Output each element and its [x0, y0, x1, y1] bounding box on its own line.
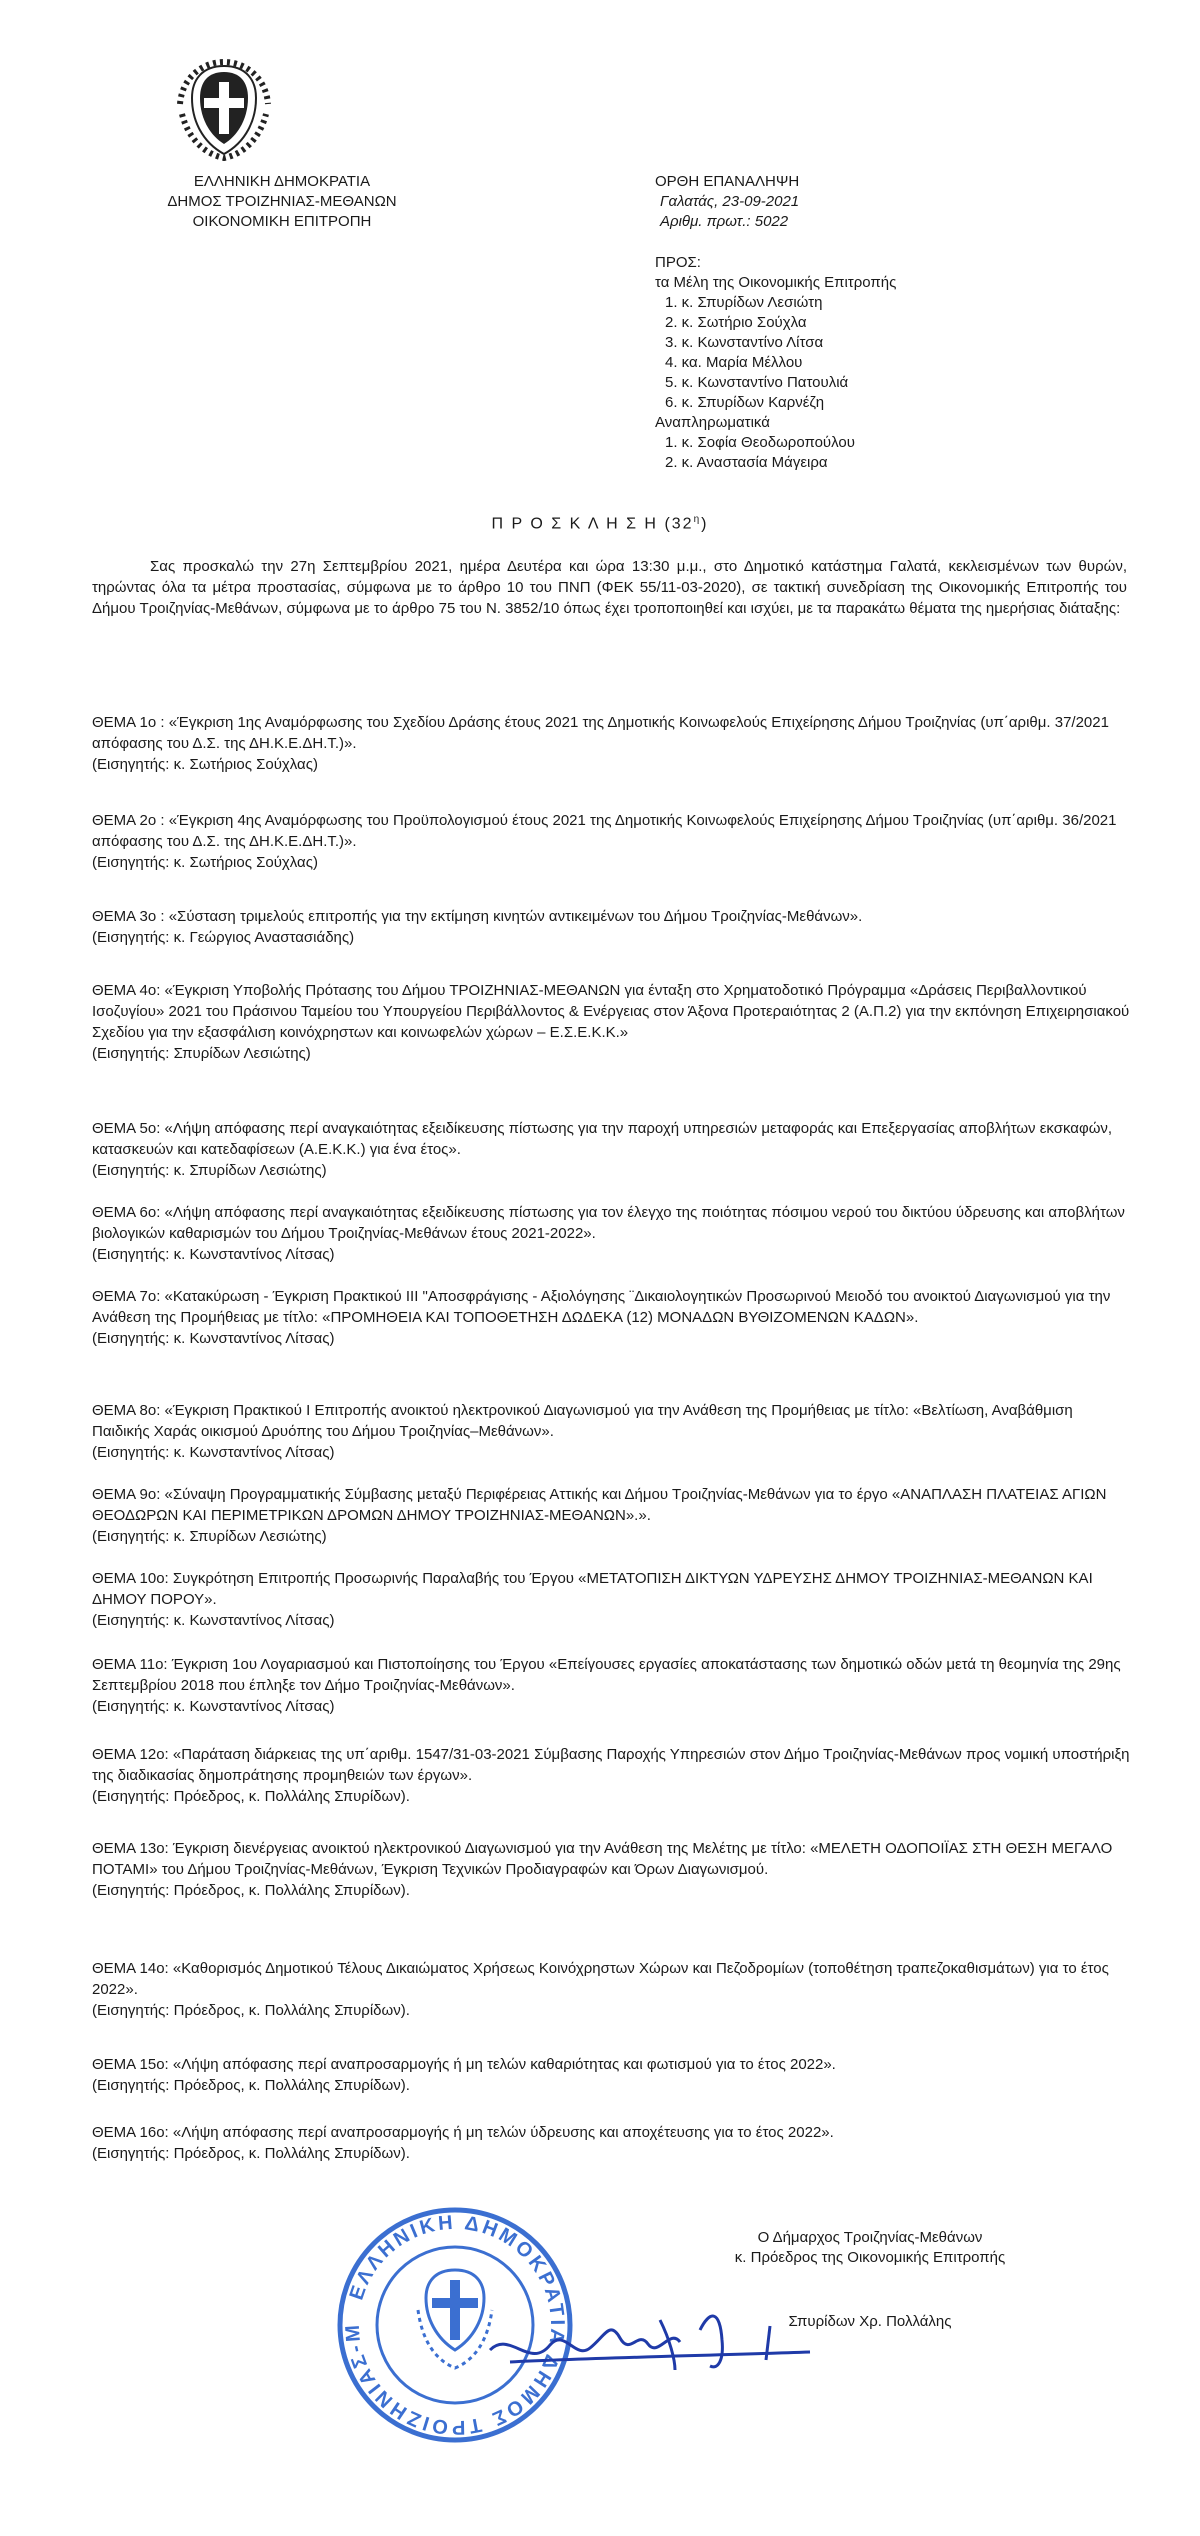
document-title: [0, 514, 1200, 533]
agenda-text: «Λήψη απόφασης περί αναπροσαρμογής ή μη τελών καθαριότητας και φωτισμού για το έτος 2022».: [172, 2056, 836, 2073]
to-label: ΠΡΟΣ:: [655, 254, 701, 271]
agenda-label: ΘΕΜΑ 7ο:: [92, 1288, 161, 1305]
agenda-rapporteur: (Εισηγητής: Πρόεδρος, κ. Πολλάλης Σπυρίδων).: [92, 2077, 410, 2094]
agenda-text: Συγκρότηση Επιτροπής Προσωρινής Παραλαβής του Έργου «ΜΕΤΑΤΟΠΙΣΗ ΔΙΚΤΥΩΝ ΥΔΡΕΥΣΗΣ ΔΗΜΟΥ ΤΡΟΙΖΗΝΙΑΣ-ΜΕΘΑΝΩΝ ΚΑΙ ΔΗΜΟΥ ΠΟΡΟΥ».: [92, 1570, 1093, 1608]
agenda-item-10: [92, 1568, 1132, 1631]
list-item: 5. κ. Κωνσταντίνο Πατουλιά: [665, 374, 849, 391]
agenda-rapporteur: (Εισηγητής: Σπυρίδων Λεσιώτης): [92, 1045, 311, 1062]
agenda-text: «Καθορισμός Δημοτικού Τέλους Δικαιώματος Χρήσεως Κοινόχρηστων Χώρων και Πεζοδρομίων (τοποθέτηση τραπεζοκαθισμάτων) για το έτος 2022».: [92, 1960, 1109, 1998]
agenda-item-4: [92, 980, 1132, 1064]
agenda-label: ΘΕΜΑ 16ο:: [92, 2124, 169, 2141]
agenda-label: ΘΕΜΑ 15ο:: [92, 2056, 169, 2073]
agenda-rapporteur: (Εισηγητής: κ. Σωτήριος Σούχλας): [92, 756, 318, 773]
svg-text:ΕΛΛΗΝΙΚΗ ΔΗΜΟΚΡΑΤΙΑ ΔΗΜΟΣ ΤΡΟΙ: ΕΛΛΗΝΙΚΗ ΔΗΜΟΚΡΑΤΙΑ ΔΗΜΟΣ ΤΡΟΙΖΗΝΙΑΣ-Μ: [341, 2211, 569, 2439]
agenda-text: «Σύναψη Προγραμματικής Σύμβασης μεταξύ Περιφέρειας Αττικής και Δήμου Τροιζηνίας-Μεθάνων για το έργο «ΑΝΑΠΛΑΣΗ ΠΛΑΤΕΙΑΣ ΑΓΙΩΝ ΘΕΟΔΩΡΩΝ ΚΑΙ ΠΕΡΙΜΕΤΡΙΚΩΝ ΔΡΟΜΩΝ ΔΗΜΟΥ ΤΡΟΙΖΗΝΙΑΣ-ΜΕΘΑΝΩΝ».».: [92, 1486, 1107, 1524]
list-item: 3. κ. Κωνσταντίνο Λίτσα: [665, 334, 824, 351]
issuer-header: [92, 172, 472, 232]
agenda-text: «Λήψη απόφασης περί αναγκαιότητας εξειδίκευσης πίστωσης για τον έλεγχο της ποιότητας πόσιμου νερού του δικτύου ύδρευσης και αποβλήτων βιολογικών καθαρισμών του Δήμου Τροιζηνίας-Μεθάνων έτους 2021-2022».: [92, 1204, 1125, 1242]
agenda-label: ΘΕΜΑ 12ο:: [92, 1746, 169, 1763]
members-list: [655, 293, 1155, 413]
agenda-label: ΘΕΜΑ 1ο :: [92, 714, 165, 731]
agenda-rapporteur: (Εισηγητής: κ. Κωνσταντίνος Λίτσας): [92, 1246, 335, 1263]
list-item: 1. κ. Σοφία Θεοδωροπούλου: [665, 434, 855, 451]
agenda-item-3: [92, 906, 1132, 948]
agenda-item-1: [92, 712, 1132, 775]
agenda-item-16: [92, 2122, 1132, 2164]
agenda-item-8: [92, 1400, 1132, 1463]
agenda-text: Έγκριση 1ου Λογαριασμού και Πιστοποίησης του Έργου «Επείγουσες εργασίες αποκατάστασης των δημοτικώ οδών μετά τη θεομηνία της 29ης Σεπτεμβρίου 2018 που έπληξε τον Δήμο Τροιζηνίας-Μεθάνων».: [92, 1656, 1121, 1694]
agenda-text: «Έγκριση Πρακτικού Ι Επιτροπής ανοικτού ηλεκτρονικού Διαγωνισμού για την Ανάθεση της Προμήθειας με τίτλο: «Βελτίωση, Αναβάθμιση Παιδικής Χαράς οικισμού Δρυόπης του Δήμου Τροιζηνίας–Μεθάνων».: [92, 1402, 1073, 1440]
list-item: 2. κ. Σωτήριο Σούχλα: [665, 314, 807, 331]
intro-paragraph: [92, 556, 1127, 619]
agenda-item-9: [92, 1484, 1132, 1547]
signatory-role-1: Ο Δήμαρχος Τροιζηνίας-Μεθάνων: [757, 2229, 983, 2246]
agenda-text: «Παράταση διάρκειας της υπ΄αριθμ. 1547/31-03-2021 Σύμβασης Παροχής Υπηρεσιών στον Δήμο Τροιζηνίας-Μεθάνων προς νομική υποστήριξη της διαδικασίας δημοπράτησης προμηθειών των έργων».: [92, 1746, 1130, 1784]
agenda-text: Έγκριση διενέργειας ανοικτού ηλεκτρονικού Διαγωνισμού για την Ανάθεση της Μελέτης με τίτλο: «ΜΕΛΕΤΗ ΟΔΟΠΟΙΪΑΣ ΣΤΗ ΘΕΣΗ ΜΕΓΑΛΟ ΠΟΤΑΜΙ» του Δήμου Τροιζηνίας-Μεθάνων, Έγκριση Τεχνικών Προδιαγραφών και Όρων Διαγωνισμού.: [92, 1840, 1113, 1878]
agenda-text: «Έγκριση Υποβολής Πρότασης του Δήμου ΤΡΟΙΖΗΝΙΑΣ-ΜΕΘΑΝΩΝ για ένταξη στο Χρηματοδοτικό Πρόγραμμα «Δράσεις Περιβαλλοντικού Ισοζυγίου» 2021 του Πράσινου Ταμείου του Υπουργείου Περιβάλλοντος & Ενέργειας στον Άξονα Προτεραιότητας 2 (Α.Π.2) για την εκπόνηση Επιχειρησιακού Σχεδίου για την εξασφάλιση κοινόχρηστων και κοινωφελών χώρων – Ε.Σ.Ε.Κ.Κ.»: [92, 982, 1130, 1041]
agenda-item-12: [92, 1744, 1132, 1807]
agenda-rapporteur: (Εισηγητής: κ. Γεώργιος Αναστασιάδης): [92, 929, 355, 946]
agenda-rapporteur: (Εισηγητής: Πρόεδρος, κ. Πολλάλης Σπυρίδων).: [92, 1882, 410, 1899]
agenda-label: ΘΕΜΑ 4ο:: [92, 982, 161, 999]
agenda-item-13: [92, 1838, 1132, 1901]
agenda-label: ΘΕΜΑ 8ο:: [92, 1402, 161, 1419]
agenda-item-5: [92, 1118, 1132, 1181]
agenda-label: ΘΕΜΑ 3ο :: [92, 908, 165, 925]
agenda-text: «Λήψη απόφασης περί αναπροσαρμογής ή μη τελών ύδρευσης και αποχέτευσης για το έτος 2022».: [172, 2124, 834, 2141]
title-number-end: ): [701, 515, 709, 533]
agenda-rapporteur: (Εισηγητής: Πρόεδρος, κ. Πολλάλης Σπυρίδων).: [92, 2145, 410, 2162]
agenda-label: ΘΕΜΑ 10ο:: [92, 1570, 169, 1587]
agenda-label: ΘΕΜΑ 2ο :: [92, 812, 165, 829]
agenda-label: ΘΕΜΑ 11ο:: [92, 1656, 168, 1673]
agenda-rapporteur: (Εισηγητής: κ. Σπυρίδων Λεσιώτης): [92, 1162, 327, 1179]
agenda-label: ΘΕΜΑ 9ο:: [92, 1486, 161, 1503]
issuer-line-1: ΕΛΛΗΝΙΚΗ ΔΗΜΟΚΡΑΤΙΑ: [193, 173, 371, 190]
issuer-line-2: ΔΗΜΟΣ ΤΡΟΙΖΗΝΙΑΣ-ΜΕΘΑΝΩΝ: [167, 193, 397, 210]
agenda-rapporteur: (Εισηγητής: κ. Σωτήριος Σούχλας): [92, 854, 318, 871]
agenda-item-11: [92, 1654, 1132, 1717]
list-item: 4. κα. Μαρία Μέλλου: [665, 354, 803, 371]
title-number: (32: [664, 515, 694, 533]
agenda-text: «Έγκριση 4ης Αναμόρφωσης του Προϋπολογισμού έτους 2021 της Δημοτικής Κοινωφελούς Επιχείρησης Δήμου Τροιζηνίας (υπ΄αριθμ. 36/2021 απόφασης του Δ.Σ. της ΔΗ.Κ.Ε.ΔΗ.Τ.)».: [92, 812, 1117, 850]
list-item: 2. κ. Αναστασία Μάγειρα: [665, 454, 828, 471]
recipient-header: [655, 172, 1155, 473]
to-line: τα Μέλη της Οικονομικής Επιτροπής: [655, 274, 897, 291]
agenda-rapporteur: (Εισηγητής: κ. Κωνσταντίνος Λίτσας): [92, 1612, 335, 1629]
title-text: Π Ρ Ο Σ Κ Λ Η Σ Η: [491, 515, 658, 533]
coat-of-arms-icon: [172, 58, 276, 162]
agenda-label: ΘΕΜΑ 13ο:: [92, 1840, 169, 1857]
issuer-line-3: ΟΙΚΟΝΟΜΙΚΗ ΕΠΙΤΡΟΠΗ: [192, 213, 372, 230]
substitutes-label: Αναπληρωματικά: [655, 414, 770, 431]
agenda-item-7: [92, 1286, 1132, 1349]
substitutes-list: [655, 433, 1155, 473]
agenda-item-2: [92, 810, 1132, 873]
list-item: 6. κ. Σπυρίδων Καρνέζη: [665, 394, 825, 411]
signature-block: [680, 2228, 1060, 2332]
agenda-rapporteur: (Εισηγητής: κ. Κωνσταντίνος Λίτσας): [92, 1444, 335, 1461]
agenda-text: «Λήψη απόφασης περί αναγκαιότητας εξειδίκευσης πίστωσης για την παροχή υπηρεσιών μεταφοράς και Επεξεργασίας αποβλήτων εκσκαφών, κατασκευών και κατεδαφίσεων (Α.Ε.Κ.Κ.) για ένα έτος».: [92, 1120, 1113, 1158]
intro-text: Σας προσκαλώ την 27η Σεπτεμβρίου 2021, ημέρα Δευτέρα και ώρα 13:30 μ.μ., στο Δημοτικό κατάστημα Γαλατά, κεκλεισμένων των θυρών, τηρώντας όλα τα μέτρα προστασίας, σύμφωνα με το άρθρο 10 του ΠΝΠ (ΦΕΚ 55/11-03-2020), σε τακτική συνεδρίαση της Οικονομικής Επιτροπής του Δήμου Τροιζηνίας-Μεθάνων, σύμφωνα με το άρθρο 75 του Ν. 3852/10 όπως έχει τροποποιηθεί και ισχύει, με τα παρακάτω θέματα της ημερήσιας διάταξης:: [92, 558, 1127, 617]
title-number-sup: η: [693, 514, 702, 525]
agenda-rapporteur: (Εισηγητής: κ. Κωνσταντίνος Λίτσας): [92, 1330, 335, 1347]
agenda-text: «Έγκριση 1ης Αναμόρφωσης του Σχεδίου Δράσης έτους 2021 της Δημοτικής Κοινωφελούς Επιχείρησης Δήμου Τροιζηνίας (υπ΄αριθμ. 37/2021 απόφασης του Δ.Σ. της ΔΗ.Κ.Ε.ΔΗ.Τ.)».: [92, 714, 1109, 752]
protocol-number: Αριθμ. πρωτ.: 5022: [660, 213, 789, 230]
signatory-name: Σπυρίδων Χρ. Πολλάλης: [788, 2313, 952, 2330]
agenda-item-6: [92, 1202, 1132, 1265]
agenda-label: ΘΕΜΑ 6ο:: [92, 1204, 161, 1221]
agenda-rapporteur: (Εισηγητής: Πρόεδρος, κ. Πολλάλης Σπυρίδων).: [92, 1788, 410, 1805]
agenda-rapporteur: (Εισηγητής: κ. Σπυρίδων Λεσιώτης): [92, 1528, 327, 1545]
agenda-text: «Σύσταση τριμελούς επιτροπής για την εκτίμηση κινητών αντικειμένων του Δήμου Τροιζηνίας-Μεθάνων».: [168, 908, 863, 925]
list-item: 1. κ. Σπυρίδων Λεσιώτη: [665, 294, 823, 311]
agenda-label: ΘΕΜΑ 5ο:: [92, 1120, 161, 1137]
place-date: Γαλατάς, 23-09-2021: [660, 193, 800, 210]
agenda-label: ΘΕΜΑ 14ο:: [92, 1960, 169, 1977]
agenda-rapporteur: (Εισηγητής: κ. Κωνσταντίνος Λίτσας): [92, 1698, 335, 1715]
agenda-item-14: [92, 1958, 1132, 2021]
signatory-role-2: κ. Πρόεδρος της Οικονομικής Επιτροπής: [734, 2249, 1006, 2266]
agenda-rapporteur: (Εισηγητής: Πρόεδρος, κ. Πολλάλης Σπυρίδων).: [92, 2002, 410, 2019]
agenda-item-15: [92, 2054, 1132, 2096]
agenda-text: «Κατακύρωση - Έγκριση Πρακτικού ΙΙΙ "Αποσφράγισης - Αξιολόγησης ¨Δικαιολογητικών Προσωρινού Μειοδό του ανοικτού Διαγωνισμού για την Ανάθεση της Προμήθειας με τίτλο: «ΠΡΟΜΗΘΕΙΑ ΚΑΙ ΤΟΠΟΘΕΤΗΣΗ ΔΩΔΕΚΑ (12) ΜΟΝΑΔΩΝ ΒΥΘΙΖΟΜΕΝΩΝ ΚΑΔΩΝ».: [92, 1288, 1111, 1326]
repeat-notice: ΟΡΘΗ ΕΠΑΝΑΛΗΨΗ: [655, 173, 800, 190]
